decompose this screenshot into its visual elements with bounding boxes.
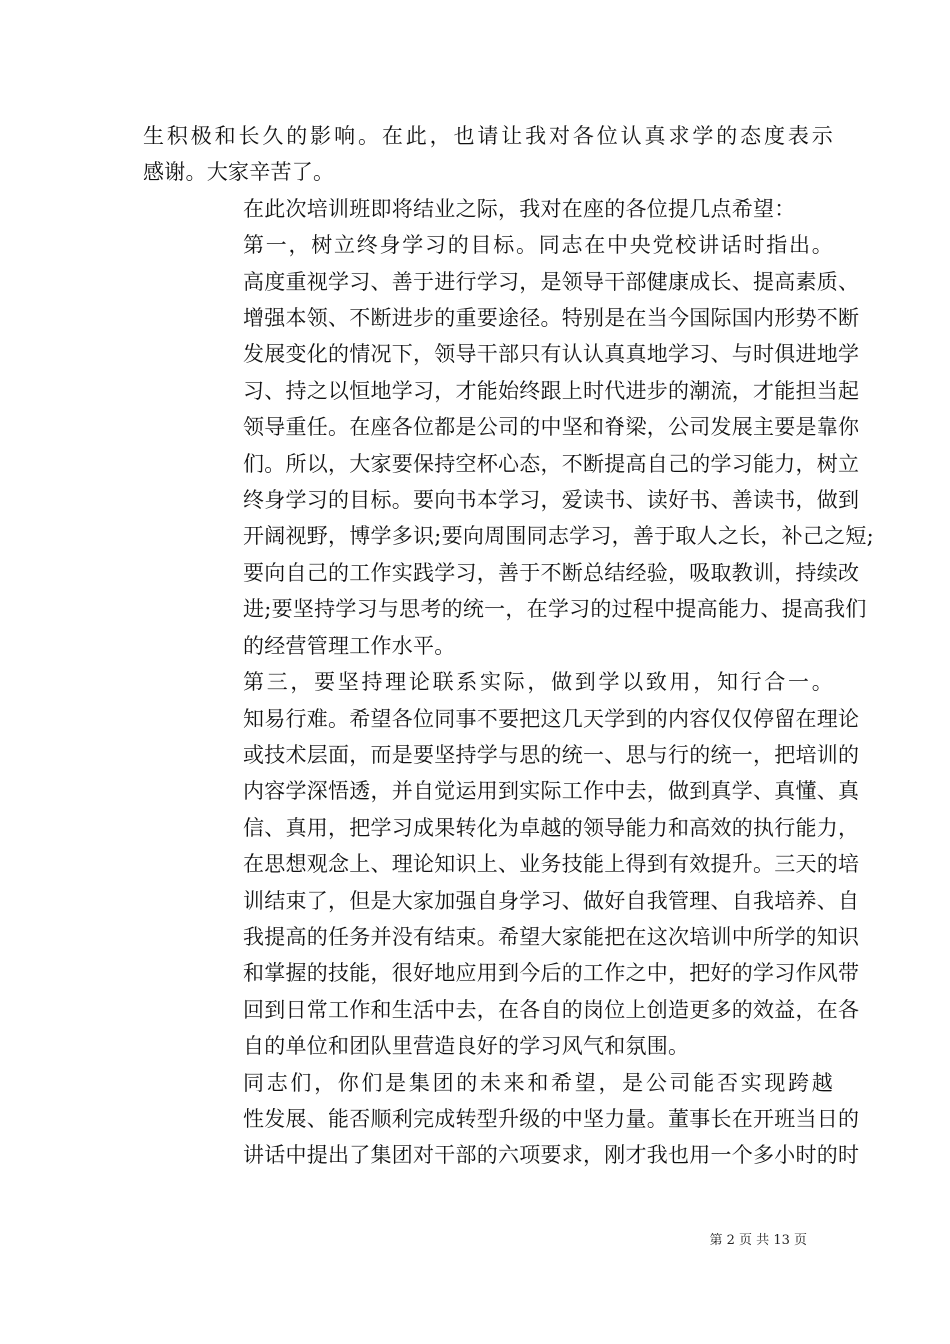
paragraph-first-point	[143, 227, 874, 664]
text-line: 训结束了，但是大家加强自身学习、做好自我管理、自我培养、自	[243, 888, 860, 913]
text-line: 信、真用，把学习成果转化为卓越的领导能力和高效的执行能力，	[243, 815, 860, 840]
text-line: 感谢。大家辛苦了。	[143, 160, 335, 185]
text-line: 讲话中提出了集团对干部的六项要求，刚才我也用一个多小时的时	[243, 1143, 860, 1168]
text-line: 知易行难。希望各位同事不要把这几天学到的内容仅仅停留在理论	[243, 706, 860, 731]
text-line: 我提高的任务并没有结束。希望大家能把在这次培训中所学的知识	[243, 924, 860, 949]
paragraph-third-point	[143, 664, 860, 1064]
text-line: 要向自己的工作实践学习，善于不断总结经验，吸取教训，持续改	[243, 560, 860, 585]
text-line: 发展变化的情况下，领导干部只有认认真真地学习、与时俱进地学	[243, 342, 860, 367]
text-line: 开阔视野，博学多识;要向周围同志学习，善于取人之长，补己之短;	[243, 524, 874, 549]
text-line: 同志们，你们是集团的未来和希望，是公司能否实现跨越	[243, 1070, 833, 1095]
page-number-footer: 第 2 页 共 13 页	[709, 1233, 807, 1248]
text-line: 生积极和长久的影响。在此，也请让我对各位认真求学的态度表示	[143, 124, 833, 148]
text-line: 高度重视学习、善于进行学习，是领导干部健康成长、提高素质、	[243, 269, 860, 294]
text-line: 回到日常工作和生活中去，在各自的岗位上创造更多的效益，在各	[243, 997, 860, 1022]
text-line: 或技术层面，而是要坚持学与思的统一、思与行的统一，把培训的	[243, 742, 860, 767]
text-line: 内容学深悟透，并自觉运用到实际工作中去，做到真学、真懂、真	[243, 779, 860, 804]
paragraph-hopes-intro	[143, 191, 833, 227]
text-line: 们。所以，大家要保持空杯心态，不断提高自己的学习能力，树立	[243, 451, 860, 476]
text-line: 性发展、能否顺利完成转型升级的中坚力量。董事长在开班当日的	[243, 1106, 860, 1131]
text-line: 终身学习的目标。要向书本学习，爱读书、读好书、善读书，做到	[243, 488, 860, 513]
text-line: 在思想观念上、理论知识上、业务技能上得到有效提升。三天的培	[243, 852, 860, 877]
paragraph-comrades	[143, 1065, 860, 1174]
paragraph-intro-thanks	[143, 118, 833, 191]
text-line: 习、持之以恒地学习，才能始终跟上时代进步的潮流，才能担当起	[243, 378, 860, 403]
text-line: 的经营管理工作水平。	[243, 633, 456, 658]
text-line: 第一，树立终身学习的目标。同志在中央党校讲话时指出。	[243, 233, 833, 258]
text-line: 第三，要坚持理论联系实际，做到学以致用，知行合一。	[243, 670, 833, 695]
text-line: 增强本领、不断进步的重要途径。特别是在当今国际国内形势不断	[243, 306, 860, 331]
text-line: 领导重任。在座各位都是公司的中坚和脊梁，公司发展主要是靠你	[243, 415, 860, 440]
text-line: 在此次培训班即将结业之际，我对在座的各位提几点希望：	[243, 196, 796, 221]
text-line: 和掌握的技能，很好地应用到今后的工作之中，把好的学习作风带	[243, 961, 860, 986]
document-body	[143, 118, 874, 1174]
text-line: 自的单位和团队里营造良好的学习风气和氛围。	[243, 1034, 690, 1059]
text-line: 进;要坚持学习与思考的统一，在学习的过程中提高能力、提高我们	[243, 597, 867, 622]
